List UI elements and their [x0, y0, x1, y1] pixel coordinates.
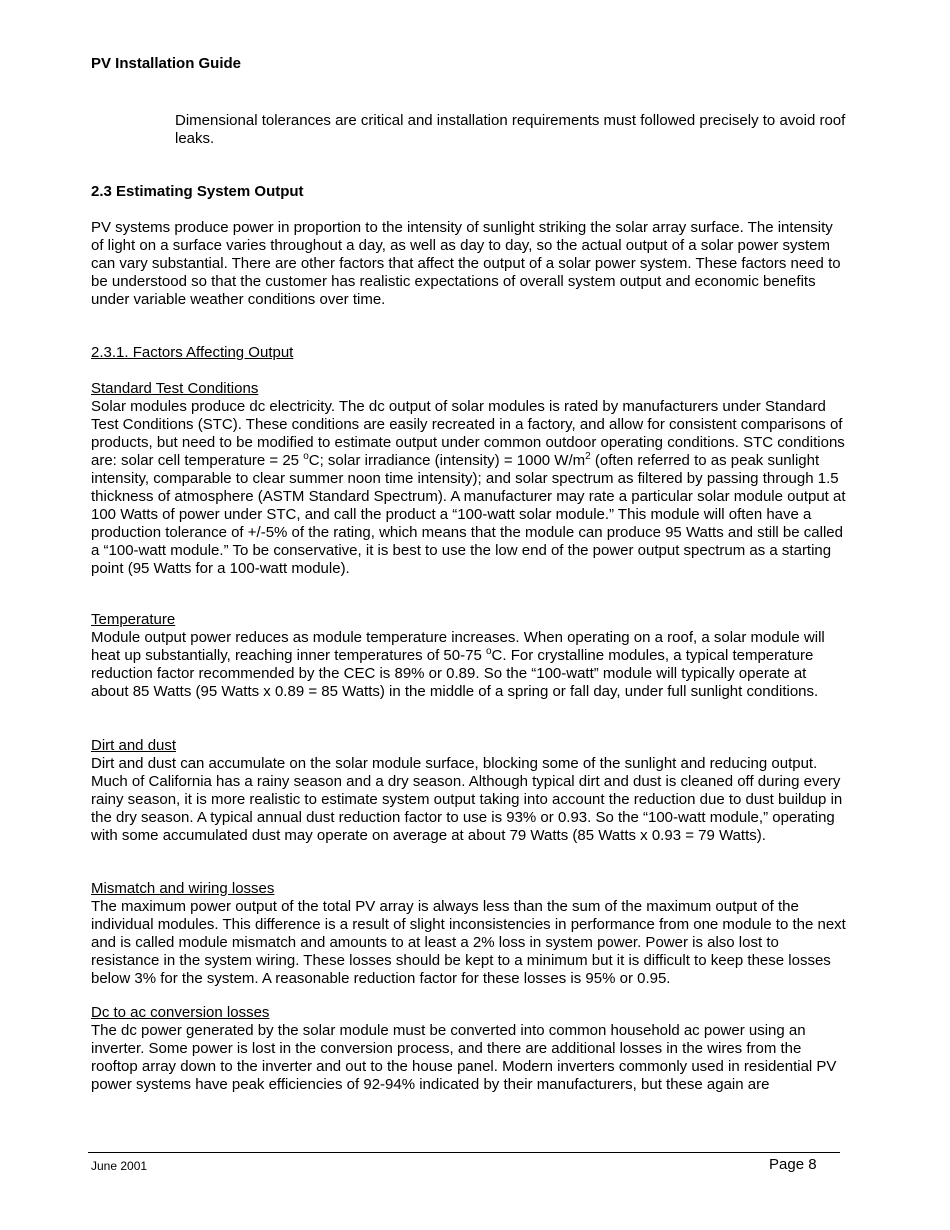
section-heading: 2.3 Estimating System Output — [91, 183, 304, 200]
temperature-block — [91, 611, 846, 701]
mismatch-heading: Mismatch and wiring losses — [91, 880, 275, 897]
dirt-block — [91, 737, 846, 845]
subsection-heading — [91, 344, 846, 362]
stc-square-sup: 2 — [585, 451, 591, 462]
temperature-heading: Temperature — [91, 611, 176, 628]
section-paragraph: PV systems produce power in proportion to the intensity of sunlight striking the solar array surface. The intensity of light on a surface varies throughout a day, as well as day to day, so the actual output of a solar power system can vary substantial. There are other factors that affect the output of a solar power system. These factors need to be understood so that the customer has realistic expectations of overall system output and economic benefits under variable weather conditions over time. — [91, 219, 841, 308]
footer-page-number: Page 8 — [769, 1156, 817, 1173]
footer-rule — [88, 1152, 840, 1153]
dcac-block — [91, 1004, 846, 1094]
dcac-text: The dc power generated by the solar module must be converted into common household ac power using an inverter. Some power is lost in the conversion process, and there are additional losses in the wires from the rooftop array down to the inverter and out to the house panel. Modern inverters commonly used in residential PV power systems have peak efficiencies of 92-94% indicated by their manufacturers, but these again are — [91, 1022, 837, 1093]
dirt-text: Dirt and dust can accumulate on the solar module surface, blocking some of the sunlight and reducing output. Much of California has a rainy season and a dry season. Although typical dirt and dust is cleaned off during every rainy season, it is more realistic to estimate system output taking into account the reduction due to dust buildup in the dry season. A typical annual dust reduction factor to use is 93% or 0.93. So the “100-watt module,” operating with some accumulated dust may operate on average at about 79 Watts (85 Watts x 0.93 = 79 Watts). — [91, 755, 843, 844]
temperature-text-2: C. For crystalline modules, a typical temperature reduction factor recommended by the CEC is 89% or 0.89. So the “100-watt” module will typically operate at about 85 Watts (95 Watts x 0.89 = 85 Watts) in the middle of a spring or fall day, under full sunlight conditions. — [91, 647, 819, 700]
temperature-degree-sup: o — [485, 646, 492, 657]
stc-text-1: Solar modules produce dc electricity. The dc output of solar modules is rated by manufacturers under Standard Test Conditions (STC). These conditions are easily recreated in a factory, and allow for consistent comparisons of products, but need to be modified to estimate output under common outdoor operating conditions. STC conditions are: solar cell temperature = 25 — [91, 398, 845, 469]
stc-degree-sup: o — [303, 451, 309, 462]
stc-heading: Standard Test Conditions — [91, 380, 259, 397]
mismatch-block — [91, 880, 846, 988]
stc-block — [91, 380, 846, 578]
intro-paragraph: Dimensional tolerances are critical and installation requirements must followed precisely to avoid roof leaks. — [175, 112, 846, 147]
page-header-title: PV Installation Guide — [91, 55, 242, 72]
temperature-text-1: Module output power reduces as module temperature increases. When operating on a roof, a solar module will heat up substantially, reaching inner temperatures of 50-75 — [91, 629, 825, 664]
stc-text-3: (often referred to as peak sunlight intensity, comparable to clear summer noon time intensity); and solar spectrum as filtered by passing through 1.5 thickness of atmosphere (ASTM Standard Spectrum). A manufacturer may rate a particular solar module output at 100 Watts of power under STC, and call the product a “100-watt solar module.” This module will often have a production tolerance of +/-5% of the rating, which means that the module can produce 95 Watts and still be called a “100-watt module.” To be conservative, it is best to use the low end of the power output spectrum as a starting point (95 Watts for a 100-watt module). — [91, 452, 846, 577]
stc-text-2: C; solar irradiance (intensity) = 1000 W/m — [308, 452, 586, 469]
dcac-heading: Dc to ac conversion losses — [91, 1004, 270, 1021]
subsection-heading-text: 2.3.1. Factors Affecting Output — [91, 344, 294, 361]
dirt-heading: Dirt and dust — [91, 737, 177, 754]
mismatch-text: The maximum power output of the total PV array is always less than the sum of the maximum output of the individual modules. This difference is a result of slight inconsistencies in performance from one module to the next and is called module mismatch and amounts to at least a 2% loss in system power. Power is also lost to resistance in the system wiring. These losses should be kept to a minimum but it is difficult to keep these losses below 3% for the system. A reasonable reduction factor for these losses is 95% or 0.95. — [91, 898, 846, 987]
footer-date: June 2001 — [91, 1159, 148, 1173]
